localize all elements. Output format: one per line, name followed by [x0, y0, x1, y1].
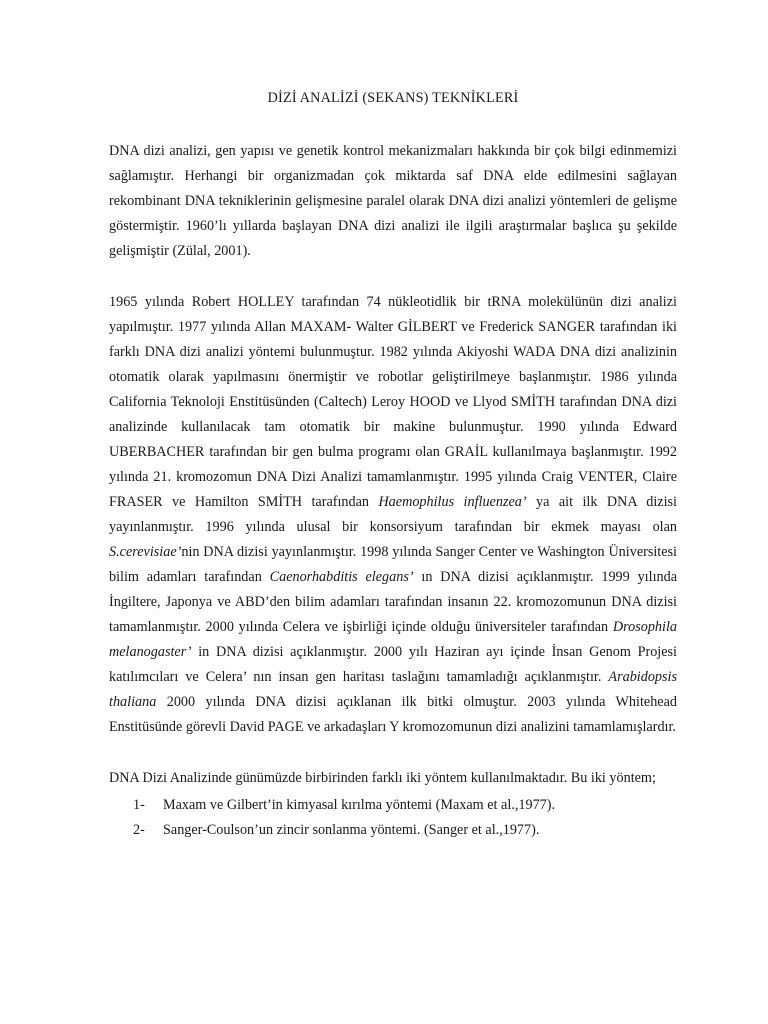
- list-item-number: 1-: [133, 797, 145, 813]
- species-elegans: Caenorhabditis elegans’: [269, 569, 414, 585]
- history-text-5: in DNA dizisi açıklanmıştır. 2000 yılı Haziran ayı içinde İnsan Genom Projesi katılımcıları ve Celera’ nın insan gen haritası taslağını tamamladığı açıklanmıştır.: [109, 644, 677, 685]
- list-item-text: Sanger-Coulson’un zincir sonlanma yöntemi. (Sanger et al.,1977).: [163, 822, 540, 838]
- species-haemophilus: Haemophilus influenzea’: [378, 494, 527, 510]
- species-arabidopsis: Arabidopsis thaliana: [109, 669, 677, 710]
- list-item: [133, 793, 677, 818]
- list-item: [133, 818, 677, 843]
- document-page: [109, 86, 677, 843]
- history-text-6: 2000 yılında DNA dizisi açıklanan ilk bitki olmuştur. 2003 yılında Whitehead Enstitüsünde görevli David PAGE ve arkadaşları Y kromozomunun dizi analizini tamamlamışlardır.: [109, 694, 677, 735]
- history-text-1: 1965 yılında Robert HOLLEY tarafından 74 nükleotidlik bir tRNA molekülünün dizi analizi yapılmıştır. 1977 yılında Allan MAXAM- Walter GİLBERT ve Frederick SANGER tarafından iki farklı DNA dizi analizi yöntemi bulunmuştur. 1982 yılında Akiyoshi WADA DNA dizi analizinin otomatik olarak yapılmasını önermiştir ve robotlar geliştirilmeye başlanmıştır. 1986 yılında California Teknoloji Enstitüsünden (Caltech) Leroy HOOD ve Llyod SMİTH tarafından DNA dizi analizinde kullanılacak tam otomatik bir makine bulunmuştur. 1990 yılında Edward UBERBACHER tarafından bir gen bulma programı olan GRAİL kullanılmaya başlanmıştır. 1992 yılında 21. kromozomun DNA Dizi Analizi tamamlanmıştır. 1995 yılında Craig VENTER, Claire FRASER ve Hamilton SMİTH tarafından: [109, 294, 677, 510]
- history-paragraph: [109, 290, 677, 740]
- methods-intro-paragraph: DNA Dizi Analizinde günümüzde birbirinden farklı iki yöntem kullanılmaktadır. Bu iki yöntem;: [109, 770, 656, 786]
- list-item-text: Maxam ve Gilbert’in kimyasal kırılma yöntemi (Maxam et al.,1977).: [163, 797, 556, 813]
- document-title: DİZİ ANALİZİ (SEKANS) TEKNİKLERİ: [267, 90, 519, 106]
- history-text-4: ın DNA dizisi açıklanmıştır. 1999 yılında İngiltere, Japonya ve ABD’den bilim adamları tarafından insanın 22. kromozomunun DNA dizisi tamamlanmıştır. 2000 yılında Celera ve işbirliği içinde olduğu üniversiteler tarafından: [109, 569, 677, 635]
- intro-paragraph: DNA dizi analizi, gen yapısı ve genetik kontrol mekanizmaları hakkında bir çok bilgi edinmemizi sağlamıştır. Herhangi bir organizmadan çok miktarda saf DNA elde edilmesini sağlayan rekombinant DNA tekniklerinin gelişmesine paralel olarak DNA dizi analizi yöntemleri de gelişme göstermiştir. 1960’lı yıllarda başlayan DNA dizi analizi ile ilgili araştırmalar başlıca şu şekilde gelişmiştir (Zülal, 2001).: [109, 143, 677, 259]
- history-text-2: ya ait ilk DNA dizisi yayınlanmıştır. 1996 yılında ulusal bir konsorsiyum tarafından bir ekmek mayası olan: [109, 494, 677, 535]
- list-item-number: 2-: [133, 822, 145, 838]
- species-cerevisiae: S.cerevisiae’: [109, 544, 182, 560]
- methods-list: [109, 793, 677, 843]
- species-drosophila: Drosophila melanogaster’: [109, 619, 677, 660]
- history-text-3: nin DNA dizisi yayınlanmıştır. 1998 yılında Sanger Center ve Washington Üniversitesi bilim adamları tarafından: [109, 544, 677, 585]
